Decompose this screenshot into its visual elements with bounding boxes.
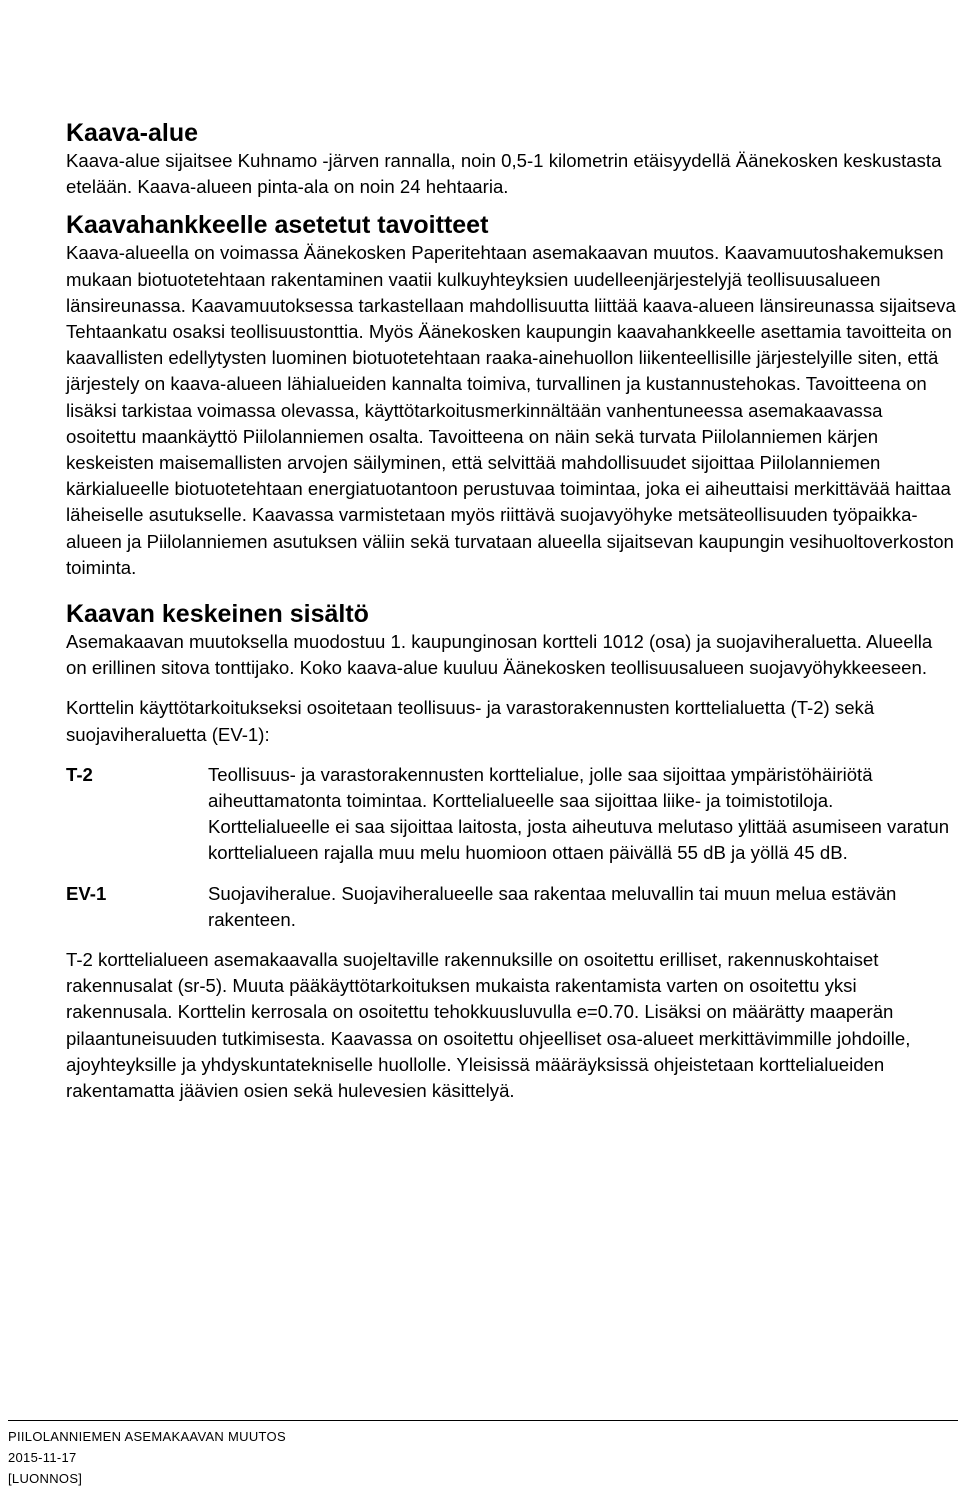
definition-list <box>66 762 956 933</box>
paragraph-sisalto-closing: T-2 korttelialueen asemakaavalla suojeltaville rakennuksille on osoitettu erilliset, rakennuskohtaiset rakennusalat (sr-5). Muuta pääkäyttötarkoituksen mukaista rakentamista varten on osoitettu yksi rakennusala. Korttelin kerrosala on osoitettu tehokkuusluvulla e=0.70. Lisäksi on määrätty maaperän pilaantuneisuuden tutkimisesta. Kaavassa on osoitettu ohjeelliset osa-alueet merkittävimmille johdoille, ajoyhteyksille ja yhdyskuntatekniselle huollolle. Yleisissä määräyksissä ohjeistetaan korttelialueiden rakentamatta jäävien osien sekä hulevesien käsittelyä. <box>66 949 911 1102</box>
footer-date: 2015-11-17 <box>8 1450 77 1465</box>
definition-description: Suojaviheralue. Suojaviheralueelle saa rakentaa meluvallin tai muun melua estävän rakenteen. <box>208 882 897 930</box>
definition-term: EV-1 <box>66 882 107 904</box>
paragraph-tavoitteet: Kaava-alueella on voimassa Äänekosken Paperitehtaan asemakaavan muutos. Kaavamuutoshakemuksen mukaan biotuotetehtaan rakentaminen vaatii kulkuyhteyksien uudelleenjärjestelyjä teollisuusalueen länsireunassa. Kaavamuutoksessa tarkastellaan mahdollisuutta liittää kaava-alueen länsireunassa sijaitseva Tehtaankatu osaksi teollisuustonttia. Myös Äänekosken kaupungin kaavahankkeelle asettamia tavoitteita on kaavallisten edellytysten luominen biotuotetehtaan raaka-ainehuollon liikenteellisille järjestelyille siten, että järjestely on kaava-alueen lähialueiden kannalta toimiva, turvallinen ja kustannustehokas. Tavoitteena on lisäksi tarkistaa voimassa olevassa, käyttötarkoitusmerkinnältään vanhentuneessa asemakaavassa osoitettu maankäyttö Piilolanniemen osalta. Tavoitteena on näin sekä turvata Piilolanniemen kärjen keskeisten maisemallisten arvojen säilyminen, että selvittää mahdollisuudet sijoittaa Piilolanniemen kärkialueelle biotuotetehtaan energiatuotantoon perustuvaa toimintaa, joka ei aiheuttaisi merkittävää haittaa läheiselle asutukselle. Kaavassa varmistetaan myös riittävä suojavyöhyke metsäteollisuuden työpaikka-alueen ja Piilolanniemen asutuksen väliin sekä turvataan alueella sijaitsevan kaupungin vesihuoltoverkoston toiminta. <box>66 242 956 578</box>
footer-divider <box>8 1420 958 1421</box>
paragraph-sisalto-kayttotarkoitus: Korttelin käyttötarkoitukseksi osoitetaan teollisuus- ja varastorakennusten korttelialuetta (T-2) sekä suojaviheraluetta (EV-1): <box>66 697 875 745</box>
definition-description: Teollisuus- ja varastorakennusten korttelialue, jolle saa sijoittaa ympäristöhäiriötä aiheuttamatonta toimintaa. Korttelialueelle saa sijoittaa liike- ja toimistotiloja. Korttelialueelle ei saa sijoittaa laitosta, josta aiheutuva melutaso ylittää asumiseen varatun korttelialueen rajalla muu melu huomioon ottaen päivällä 55 dB ja yöllä 45 dB. <box>208 763 950 864</box>
section-heading-kaava-alue: Kaava-alue <box>66 119 199 147</box>
definition-row-ev1 <box>66 881 956 933</box>
footer-title: PIILOLANNIEMEN ASEMAKAAVAN MUUTOS <box>8 1429 286 1444</box>
definition-row-t2 <box>66 762 956 867</box>
paragraph-sisalto-intro: Asemakaavan muutoksella muodostuu 1. kaupunginosan kortteli 1012 (osa) ja suojaviheraluetta. Alueella on erillinen sitova tonttijako. Koko kaava-alue kuuluu Äänekosken teollisuusalueen suojavyöhykkeeseen. <box>66 631 933 679</box>
definition-term: T-2 <box>66 763 93 785</box>
paragraph-kaava-alue: Kaava-alue sijaitsee Kuhnamo -järven rannalla, noin 0,5-1 kilometrin etäisyydellä Äänekosken keskustasta etelään. Kaava-alueen pinta-ala on noin 24 hehtaaria. <box>66 150 942 198</box>
footer-status: [LUONNOS] <box>8 1471 83 1486</box>
section-heading-tavoitteet: Kaavahankkeelle asetetut tavoitteet <box>66 211 489 240</box>
page-footer <box>8 1420 960 1489</box>
document-page <box>66 118 956 1104</box>
section-heading-keskeinen-sisalto: Kaavan keskeinen sisältö <box>66 600 369 629</box>
